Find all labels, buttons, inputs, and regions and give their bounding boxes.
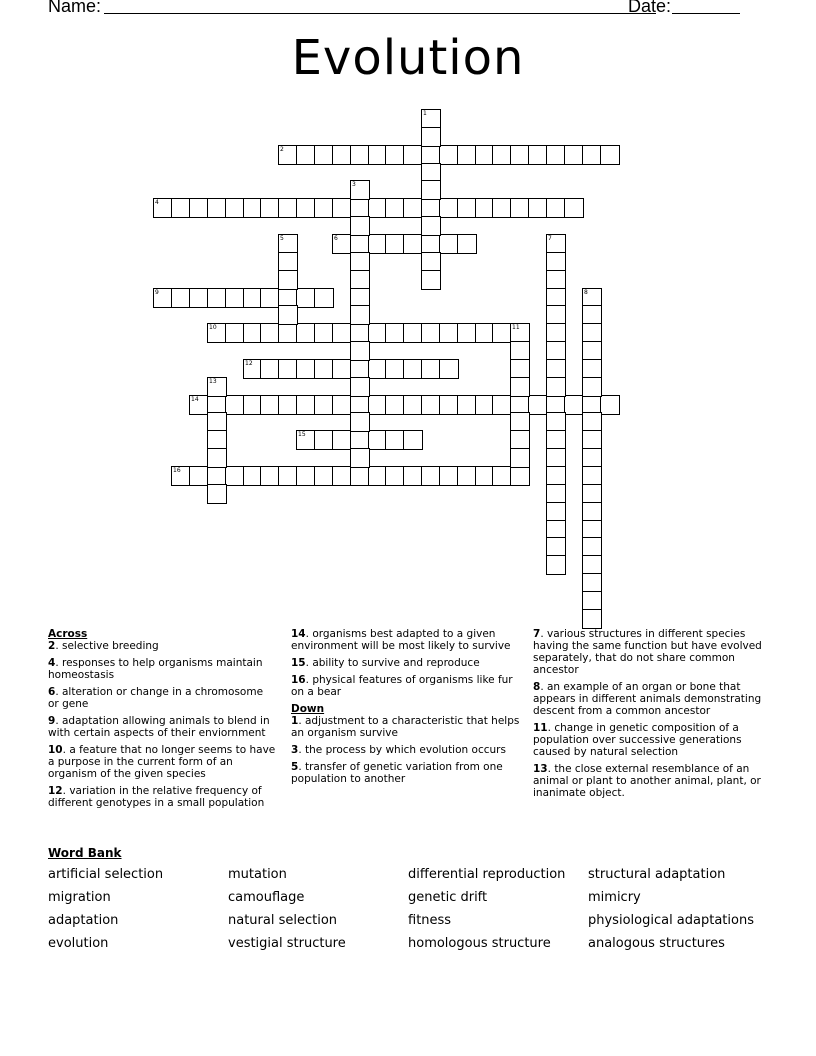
grid-cell[interactable] [207, 430, 227, 450]
grid-cell[interactable] [350, 234, 370, 254]
grid-cell[interactable] [582, 609, 602, 629]
clue-number: 15 [298, 431, 306, 438]
grid-cell[interactable] [600, 395, 620, 415]
name-label: Name: [48, 0, 102, 16]
grid-cell[interactable] [421, 198, 441, 218]
grid-cell[interactable] [207, 412, 227, 432]
clue-number: 7 [548, 235, 552, 242]
word-bank-item: analogous structures [588, 936, 725, 951]
clue-number: 10 [209, 324, 217, 331]
clues-column-1 [48, 628, 276, 814]
grid-cell[interactable] [510, 448, 530, 468]
word-bank-item: differential reproduction [408, 867, 566, 882]
grid-cell[interactable] [278, 145, 298, 165]
grid-cell[interactable] [546, 198, 566, 218]
clue-down-5: 5. transfer of genetic variation from one population to another [291, 761, 503, 785]
grid-cell[interactable] [546, 377, 566, 397]
grid-cell[interactable] [225, 323, 245, 343]
word-bank-item: mimicry [588, 890, 641, 905]
word-bank-title: Word Bank [48, 846, 122, 860]
grid-cell[interactable] [350, 198, 370, 218]
grid-cell[interactable] [296, 198, 316, 218]
grid-cell[interactable] [439, 198, 459, 218]
grid-cell[interactable] [207, 198, 227, 218]
clue-number: 8 [584, 289, 588, 296]
grid-cell[interactable] [510, 412, 530, 432]
grid-cell[interactable] [403, 430, 423, 450]
grid-cell[interactable] [510, 359, 530, 379]
grid-cell[interactable] [582, 341, 602, 361]
grid-cell[interactable] [350, 216, 370, 236]
grid-cell[interactable] [546, 502, 566, 522]
grid-cell[interactable] [260, 288, 280, 308]
grid-cell[interactable] [582, 466, 602, 486]
grid-cell[interactable] [350, 323, 370, 343]
grid-cell[interactable] [278, 305, 298, 325]
grid-cell[interactable] [350, 359, 370, 379]
grid-cell[interactable] [153, 288, 173, 308]
grid-cell[interactable] [439, 359, 459, 379]
word-bank-item: physiological adaptations [588, 913, 754, 928]
grid-cell[interactable] [332, 395, 352, 415]
grid-cell[interactable] [314, 323, 334, 343]
grid-cell[interactable] [403, 145, 423, 165]
grid-cell[interactable] [385, 198, 405, 218]
clues-column-3 [533, 628, 771, 804]
grid-cell[interactable] [421, 466, 441, 486]
grid-cell[interactable] [296, 466, 316, 486]
grid-cell[interactable] [278, 234, 298, 254]
clues-column-2 [291, 628, 521, 790]
grid-cell[interactable] [403, 234, 423, 254]
grid-cell[interactable] [296, 359, 316, 379]
clue-down-11: 11. change in genetic composition of a population over successive generations caused by natural selection [533, 722, 742, 758]
clue-across-10: 10. a feature that no longer seems to have a purpose in the current form of an organism of the given species [48, 744, 276, 780]
grid-cell[interactable] [207, 484, 227, 504]
grid-cell[interactable] [207, 288, 227, 308]
grid-cell[interactable] [582, 359, 602, 379]
grid-cell[interactable] [171, 288, 191, 308]
clue-across-14: 14. organisms best adapted to a given environment will be most likely to survive [291, 628, 511, 652]
clue-down-3: 3. the process by which evolution occurs [291, 744, 506, 756]
grid-cell[interactable] [171, 466, 191, 486]
grid-cell[interactable] [546, 323, 566, 343]
grid-cell[interactable] [492, 323, 512, 343]
grid-cell[interactable] [457, 234, 477, 254]
grid-cell[interactable] [278, 466, 298, 486]
grid-cell[interactable] [546, 555, 566, 575]
grid-cell[interactable] [153, 198, 173, 218]
grid-cell[interactable] [207, 377, 227, 397]
grid-cell[interactable] [350, 305, 370, 325]
grid-cell[interactable] [314, 466, 334, 486]
grid-cell[interactable] [278, 252, 298, 272]
grid-cell[interactable] [332, 234, 352, 254]
word-bank-item: structural adaptation [588, 867, 726, 882]
grid-cell[interactable] [546, 145, 566, 165]
grid-cell[interactable] [421, 127, 441, 147]
grid-cell[interactable] [314, 288, 334, 308]
grid-cell[interactable] [278, 270, 298, 290]
grid-cell[interactable] [546, 466, 566, 486]
grid-cell[interactable] [314, 198, 334, 218]
grid-cell[interactable] [314, 395, 334, 415]
grid-cell[interactable] [421, 145, 441, 165]
clue-across-6: 6. alteration or change in a chromosome or gene [48, 686, 264, 710]
grid-cell[interactable] [439, 395, 459, 415]
grid-cell[interactable] [564, 145, 584, 165]
grid-cell[interactable] [296, 430, 316, 450]
clue-number: 1 [423, 110, 427, 117]
clue-number: 4 [155, 199, 159, 206]
grid-cell[interactable] [385, 430, 405, 450]
clue-number: 11 [512, 324, 520, 331]
grid-cell[interactable] [350, 145, 370, 165]
grid-cell[interactable] [332, 466, 352, 486]
clue-down-8: 8. an example of an organ or bone that appears in different animals demonstrating descent from a common ancestor [533, 681, 762, 717]
grid-cell[interactable] [600, 145, 620, 165]
grid-cell[interactable] [385, 466, 405, 486]
grid-cell[interactable] [403, 198, 423, 218]
grid-cell[interactable] [564, 198, 584, 218]
grid-cell[interactable] [421, 216, 441, 236]
grid-cell[interactable] [546, 252, 566, 272]
grid-cell[interactable] [296, 323, 316, 343]
grid-cell[interactable] [421, 109, 441, 129]
clue-across-4: 4. responses to help organisms maintain homeostasis [48, 657, 263, 681]
word-bank-item: evolution [48, 936, 109, 951]
grid-cell[interactable] [528, 145, 548, 165]
clue-across-15: 15. ability to survive and reproduce [291, 657, 480, 669]
grid-cell[interactable] [510, 323, 530, 343]
across-heading: Across [48, 628, 88, 640]
grid-cell[interactable] [546, 305, 566, 325]
clue-number: 9 [155, 289, 159, 296]
grid-cell[interactable] [225, 288, 245, 308]
grid-cell[interactable] [403, 466, 423, 486]
grid-cell[interactable] [457, 323, 477, 343]
grid-cell[interactable] [225, 198, 245, 218]
grid-cell[interactable] [278, 395, 298, 415]
grid-cell[interactable] [582, 484, 602, 504]
grid-cell[interactable] [457, 466, 477, 486]
grid-cell[interactable] [546, 484, 566, 504]
grid-cell[interactable] [385, 359, 405, 379]
grid-cell[interactable] [332, 198, 352, 218]
grid-cell[interactable] [546, 537, 566, 557]
word-bank-item: natural selection [228, 913, 338, 928]
grid-cell[interactable] [582, 430, 602, 450]
grid-cell[interactable] [492, 198, 512, 218]
clue-number: 16 [173, 467, 181, 474]
grid-cell[interactable] [296, 145, 316, 165]
grid-cell[interactable] [510, 466, 530, 486]
clue-down-13: 13. the close external resemblance of an animal or plant to another animal, plant, or inanimate object. [533, 763, 761, 799]
clue-number: 6 [334, 235, 338, 242]
clue-down-7: 7. various structures in different species having the same function but have evolved separately, that do not share common ancestor [533, 628, 762, 676]
grid-cell[interactable] [314, 145, 334, 165]
grid-cell[interactable] [421, 359, 441, 379]
grid-cell[interactable] [582, 377, 602, 397]
grid-cell[interactable] [546, 341, 566, 361]
grid-cell[interactable] [492, 395, 512, 415]
grid-cell[interactable] [260, 359, 280, 379]
grid-cell[interactable] [225, 395, 245, 415]
word-bank-item: vestigial structure [228, 936, 346, 951]
clue-number: 13 [209, 378, 217, 385]
clue-number: 12 [245, 360, 253, 367]
grid-cell[interactable] [260, 323, 280, 343]
grid-cell[interactable] [225, 466, 245, 486]
clue-across-16: 16. physical features of organisms like fur on a bear [291, 674, 513, 698]
grid-cell[interactable] [189, 288, 209, 308]
grid-cell[interactable] [421, 395, 441, 415]
grid-cell[interactable] [385, 145, 405, 165]
grid-cell[interactable] [314, 430, 334, 450]
clue-number: 2 [280, 146, 284, 153]
grid-cell[interactable] [350, 341, 370, 361]
grid-cell[interactable] [510, 145, 530, 165]
word-bank-item: fitness [408, 913, 452, 928]
down-heading: Down [291, 703, 325, 715]
word-bank-item: camouflage [228, 890, 305, 905]
grid-cell[interactable] [582, 502, 602, 522]
grid-cell[interactable] [189, 198, 209, 218]
grid-cell[interactable] [510, 198, 530, 218]
grid-cell[interactable] [421, 180, 441, 200]
clue-across-2: 2. selective breeding [48, 640, 159, 652]
grid-cell[interactable] [350, 252, 370, 272]
grid-cell[interactable] [528, 198, 548, 218]
word-bank-item: homologous structure [408, 936, 551, 951]
grid-cell[interactable] [457, 145, 477, 165]
grid-cell[interactable] [260, 395, 280, 415]
word-bank-item: adaptation [48, 913, 119, 928]
grid-cell[interactable] [546, 234, 566, 254]
grid-cell[interactable] [207, 448, 227, 468]
grid-cell[interactable] [457, 395, 477, 415]
grid-cell[interactable] [260, 466, 280, 486]
grid-cell[interactable] [582, 412, 602, 432]
grid-cell[interactable] [332, 359, 352, 379]
grid-cell[interactable] [350, 180, 370, 200]
grid-cell[interactable] [171, 198, 191, 218]
grid-cell[interactable] [439, 234, 459, 254]
grid-cell[interactable] [278, 323, 298, 343]
grid-cell[interactable] [296, 288, 316, 308]
clue-number: 14 [191, 396, 199, 403]
grid-cell[interactable] [582, 305, 602, 325]
grid-cell[interactable] [546, 430, 566, 450]
word-bank-item: genetic drift [408, 890, 488, 905]
grid-cell[interactable] [332, 145, 352, 165]
grid-cell[interactable] [546, 359, 566, 379]
grid-cell[interactable] [278, 359, 298, 379]
grid-cell[interactable] [421, 252, 441, 272]
grid-cell[interactable] [421, 234, 441, 254]
grid-cell[interactable] [403, 323, 423, 343]
grid-cell[interactable] [421, 270, 441, 290]
word-bank-item: artificial selection [48, 867, 164, 882]
grid-cell[interactable] [350, 430, 370, 450]
grid-cell[interactable] [350, 270, 370, 290]
grid-cell[interactable] [510, 341, 530, 361]
grid-cell[interactable] [385, 323, 405, 343]
grid-cell[interactable] [332, 323, 352, 343]
page-title: Evolution [291, 30, 525, 86]
grid-cell[interactable] [546, 270, 566, 290]
clue-number: 3 [352, 181, 356, 188]
grid-cell[interactable] [439, 323, 459, 343]
grid-cell[interactable] [457, 198, 477, 218]
grid-cell[interactable] [421, 323, 441, 343]
grid-cell[interactable] [350, 377, 370, 397]
grid-cell[interactable] [546, 448, 566, 468]
grid-cell[interactable] [207, 466, 227, 486]
clue-down-1: 1. adjustment to a characteristic that helps an organism survive [291, 715, 520, 739]
grid-cell[interactable] [332, 430, 352, 450]
grid-cell[interactable] [189, 466, 209, 486]
clue-across-9: 9. adaptation allowing animals to blend in with certain aspects of their enviornment [48, 715, 270, 739]
grid-cell[interactable] [439, 466, 459, 486]
grid-cell[interactable] [582, 573, 602, 593]
clue-across-12: 12. variation in the relative frequency of different genotypes in a small population [48, 785, 265, 809]
grid-cell[interactable] [439, 145, 459, 165]
grid-cell[interactable] [385, 234, 405, 254]
date-label: Date: [628, 0, 672, 16]
grid-cell[interactable] [350, 448, 370, 468]
grid-cell[interactable] [510, 430, 530, 450]
grid-cell[interactable] [564, 395, 584, 415]
grid-cell[interactable] [582, 537, 602, 557]
word-bank-item: mutation [228, 867, 287, 882]
grid-cell[interactable] [582, 145, 602, 165]
word-bank-item: migration [48, 890, 111, 905]
grid-cell[interactable] [207, 323, 227, 343]
grid-cell[interactable] [350, 466, 370, 486]
grid-cell[interactable] [492, 145, 512, 165]
grid-cell[interactable] [582, 323, 602, 343]
grid-cell[interactable] [582, 591, 602, 611]
grid-cell[interactable] [260, 198, 280, 218]
grid-cell[interactable] [350, 412, 370, 432]
clue-number: 5 [280, 235, 284, 242]
grid-cell[interactable] [296, 395, 316, 415]
grid-cell[interactable] [582, 448, 602, 468]
grid-cell[interactable] [314, 359, 334, 379]
grid-cell[interactable] [385, 395, 405, 415]
grid-cell[interactable] [528, 395, 548, 415]
grid-cell[interactable] [189, 395, 209, 415]
grid-cell[interactable] [403, 395, 423, 415]
grid-cell[interactable] [492, 466, 512, 486]
grid-cell[interactable] [582, 555, 602, 575]
grid-cell[interactable] [510, 377, 530, 397]
grid-cell[interactable] [546, 412, 566, 432]
grid-cell[interactable] [403, 359, 423, 379]
grid-cell[interactable] [278, 198, 298, 218]
